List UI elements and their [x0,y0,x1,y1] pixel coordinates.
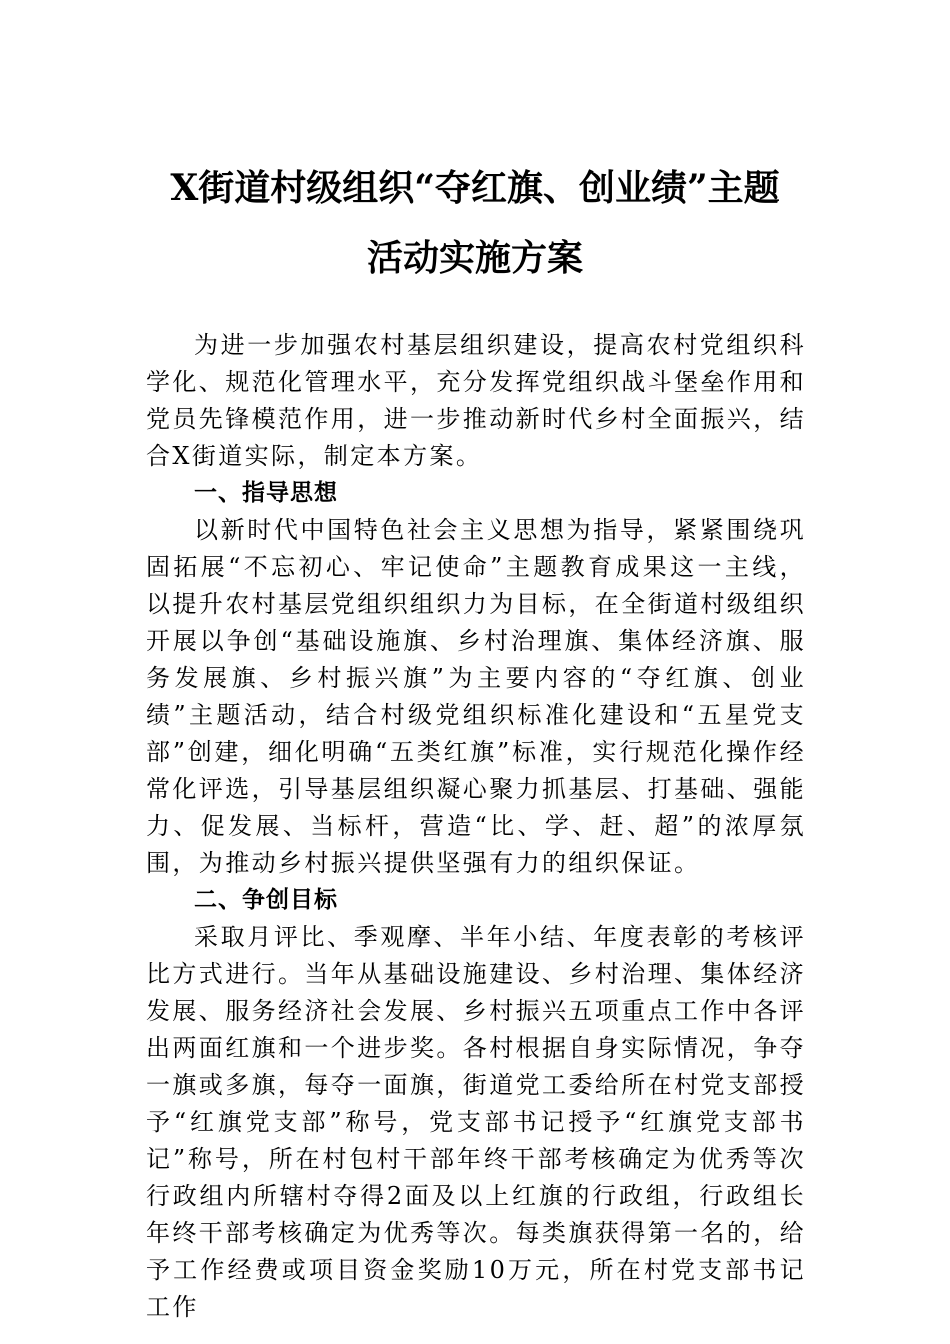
section-heading-guiding-ideology: 一、指导思想 [194,480,338,506]
document-body [146,327,806,1326]
document-title-line-1: X街道村级组织“夺红旗、创业绩”主题 [170,167,780,209]
section-heading-goals: 二、争创目标 [194,887,338,913]
section-paragraph-guiding-ideology: 以新时代中国特色社会主义思想为指导，紧紧围绕巩固拓展“不忘初心、牢记使命”主题教育成果这一主线，以提升农村基层党组织组织力为目标，在全街道村级组织开展以争创“基础设施旗、乡村治理旗、集体经济旗、服务发展旗、乡村振兴旗”为主要内容的“夺红旗、创业绩”主题活动，结合村级党组织标准化建设和“五星党支部”创建，细化明确“五类红旗”标准，实行规范化操作经常化评选，引导基层组织凝心聚力抓基层、打基础、强能力、促发展、当标杆，营造“比、学、赶、超”的浓厚氛围，为推动乡村振兴提供坚强有力的组织保证。 [146,516,806,877]
section-paragraph-goals: 采取月评比、季观摩、半年小结、年度表彰的考核评比方式进行。当年从基础设施建设、乡村治理、集体经济发展、服务经济社会发展、乡村振兴五项重点工作中各评出两面红旗和一个进步奖。各村根据自身实际情况，争夺一旗或多旗，每夺一面旗，街道党工委给所在村党支部授予“红旗党支部”称号，党支部书记授予“红旗党支部书记”称号，所在村包村干部年终干部考核确定为优秀等次行政组内所辖村夺得2面及以上红旗的行政组，行政组长年终干部考核确定为优秀等次。每类旗获得第一名的，给予工作经费或项目资金奖励10万元，所在村党支部书记工作 [146,923,806,1321]
intro-paragraph: 为进一步加强农村基层组织建设，提高农村党组织科学化、规范化管理水平，充分发挥党组织战斗堡垒作用和党员先锋模范作用，进一步推动新时代乡村全面振兴，结合X街道实际，制定本方案。 [146,331,806,470]
document-title-line-2: 活动实施方案 [366,237,583,279]
